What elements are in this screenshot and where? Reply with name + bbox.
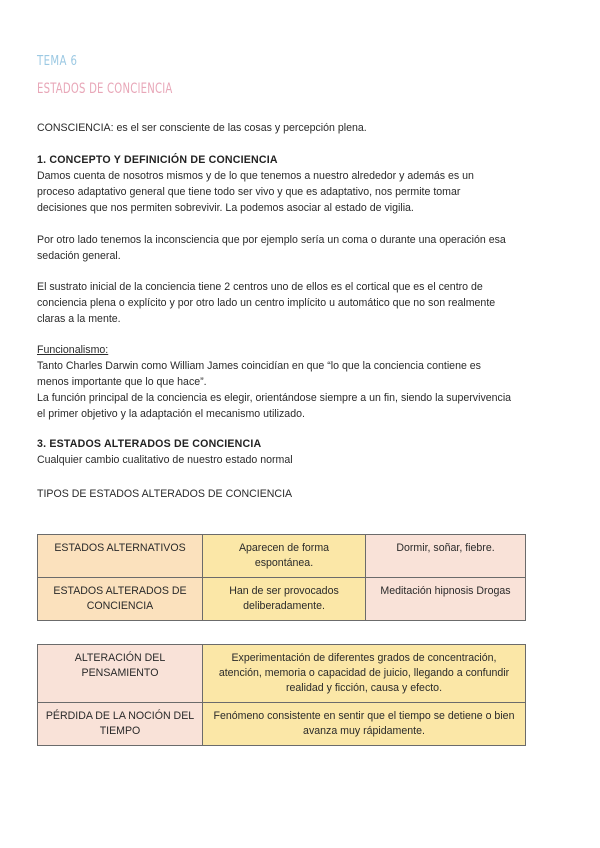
text-line: Por otro lado tenemos la inconsciencia que por ejemplo sería un coma o durante una operación esa bbox=[37, 234, 506, 246]
text-line: proceso adaptativo general que tiene todo ser vivo y que es adaptativo, nos permite tomar bbox=[37, 186, 461, 198]
table-row bbox=[38, 645, 526, 703]
table-cell: Dormir, soñar, fiebre. bbox=[366, 535, 526, 578]
table-cell: PÉRDIDA DE LA NOCIÓN DEL TIEMPO bbox=[38, 703, 203, 746]
table-cell: Han de ser provocados deliberadamente. bbox=[203, 578, 366, 621]
section1-paragraph-1 bbox=[37, 168, 567, 216]
table-cell: ALTERACIÓN DEL PENSAMIENTO bbox=[38, 645, 203, 703]
text-line: claras a la mente. bbox=[37, 313, 121, 325]
text-line: Tanto Charles Darwin como William James coincidían en que “lo que la conciencia contiene es bbox=[37, 360, 481, 372]
section3-subtext: Cualquier cambio cualitativo de nuestro estado normal bbox=[37, 454, 293, 466]
text-line: La función principal de la conciencia es elegir, orientándose siempre a un fin, siendo la supervivencia bbox=[37, 392, 512, 404]
text-line: el primer objetivo y la adaptación el mecanismo utilizado. bbox=[37, 408, 305, 420]
funcionalismo-paragraph bbox=[37, 358, 567, 422]
section1-paragraph-3 bbox=[37, 279, 567, 327]
text-line: decisiones que nos permiten sobrevivir. La podemos asociar al estado de vigilia. bbox=[37, 202, 414, 214]
alterations-table bbox=[37, 644, 526, 746]
section1-paragraph-2 bbox=[37, 232, 567, 264]
section1-heading: 1. CONCEPTO Y DEFINICIÓN DE CONCIENCIA bbox=[37, 154, 278, 166]
table-row bbox=[38, 535, 526, 578]
states-table bbox=[37, 534, 526, 621]
text-line: sedación general. bbox=[37, 250, 121, 262]
intro-text: CONSCIENCIA: es el ser consciente de las cosas y percepción plena. bbox=[37, 122, 367, 134]
table-cell: Aparecen de forma espontánea. bbox=[203, 535, 366, 578]
text-line: conciencia plena o explícito y por otro lado un centro implícito u automático que no son realmente bbox=[37, 297, 496, 309]
topic-title: ESTADOS DE CONCIENCIA bbox=[37, 81, 173, 97]
text-line: Damos cuenta de nosotros mismos y de lo que tenemos a nuestro alrededor y además es un bbox=[37, 170, 474, 182]
text-line: menos importante que lo que hace”. bbox=[37, 376, 207, 388]
table-cell: Meditación hipnosis Drogas bbox=[366, 578, 526, 621]
funcionalismo-title: Funcionalismo: bbox=[37, 344, 109, 356]
section3-heading: 3. ESTADOS ALTERADOS DE CONCIENCIA bbox=[37, 438, 262, 450]
table-cell: Fenómeno consistente en sentir que el tiempo se detiene o bien avanza muy rápidamente. bbox=[203, 703, 526, 746]
topic-number: TEMA 6 bbox=[37, 54, 78, 69]
text-line: El sustrato inicial de la conciencia tiene 2 centros uno de ellos es el cortical que es el centro de bbox=[37, 281, 483, 293]
table-row bbox=[38, 703, 526, 746]
table-cell: Experimentación de diferentes grados de concentración, atención, memoria o capacidad de juicio, llegando a confundir realidad y ficción, causa y efecto. bbox=[203, 645, 526, 703]
table-cell: ESTADOS ALTERNATIVOS bbox=[38, 535, 203, 578]
table-row bbox=[38, 578, 526, 621]
table-cell: ESTADOS ALTERADOS DE CONCIENCIA bbox=[38, 578, 203, 621]
types-label: TIPOS DE ESTADOS ALTERADOS DE CONCIENCIA bbox=[37, 488, 293, 500]
